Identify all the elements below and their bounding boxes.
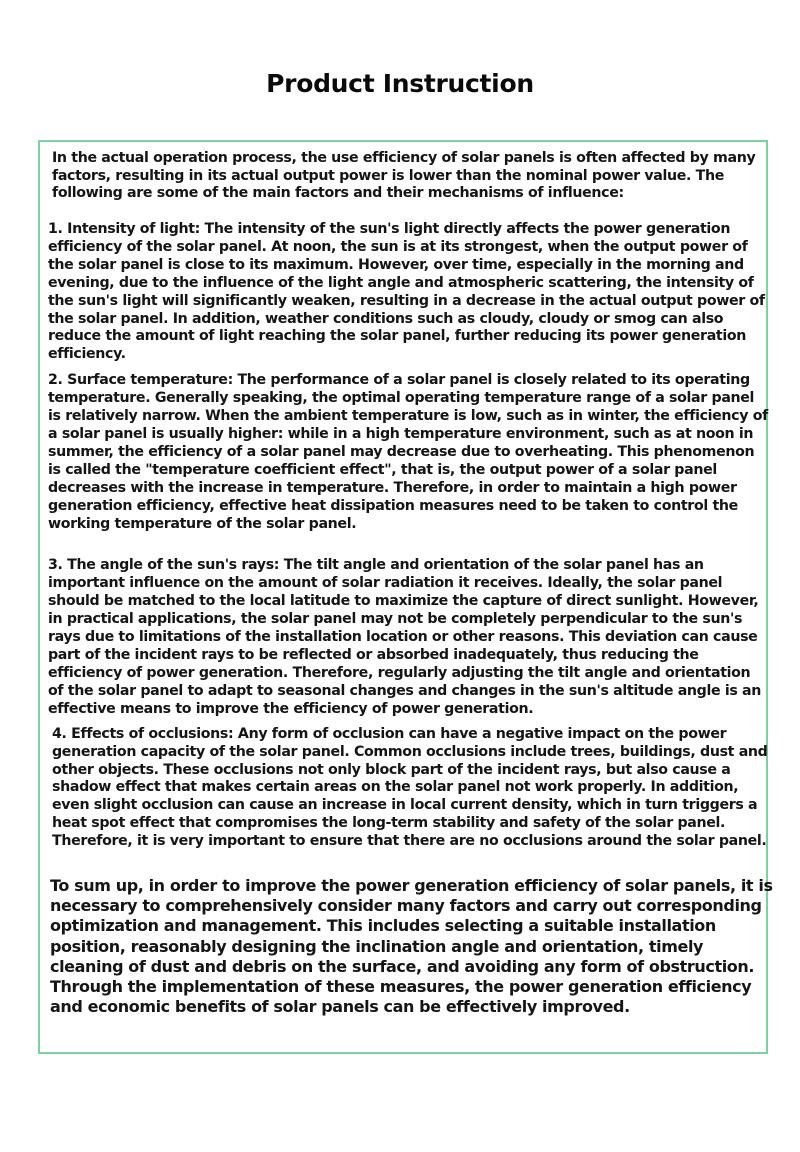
factor-light-intensity: 1. Intensity of light: The intensity of the sun's light directly affects the power generation efficiency of the solar panel. At noon, the sun is at its strongest, when the output power of the solar panel is close to its maximum. However, over time, especially in the morning and evening, due to the influence of the light angle and atmospheric scattering, the intensity of the sun's light will significantly weaken, resulting in a decrease in the actual output power of the solar panel. In addition, weather conditions such as cloudy, cloudy or smog can also reduce the amount of light reaching the solar panel, further reducing its power generation efficiency. [48,221,765,363]
intro-paragraph: In the actual operation process, the use efficiency of solar panels is often affected by many factors, resulting in its actual output power is lower than the nominal power value. The following are some of the main factors and their mechanisms of influence: [52,150,756,201]
factor-surface-temperature: 2. Surface temperature: The performance of a solar panel is closely related to its operating temperature. Generally speaking, the optimal operating temperature range of a solar panel is relatively narrow. When the ambient temperature is low, such as in winter, the efficiency of a solar panel is usually higher: while in a high temperature environment, such as at noon in summer, the efficiency of a solar panel may decrease due to overheating. This phenomenon is called the "temperature coefficient effect", that is, the output power of a solar panel decreases with the increase in temperature. Therefore, in order to maintain a high power generation efficiency, effective heat dissipation measures need to be taken to control the working temperature of the solar panel. [48,372,768,532]
factor-sun-angle: 3. The angle of the sun's rays: The tilt angle and orientation of the solar panel has an important influence on the amount of solar radiation it receives. Ideally, the solar panel should be matched to the local latitude to maximize the capture of direct sunlight. However, in practical applications, the solar panel may not be completely perpendicular to the sun's rays due to limitations of the installation location or other reasons. This deviation can cause part of the incident rays to be reflected or absorbed inadequately, thus reducing the efficiency of power generation. Therefore, regularly adjusting the tilt angle and orientation of the solar panel to adapt to seasonal changes and changes in the sun's altitude angle is an effective means to improve the efficiency of power generation. [48,557,762,717]
summary-paragraph: To sum up, in order to improve the power generation efficiency of solar panels, it is necessary to comprehensively consider many factors and carry out corresponding optimization and management. This includes selecting a suitable installation position, reasonably designing the inclination angle and orientation, timely cleaning of dust and debris on the surface, and avoiding any form of obstruction. Through the implementation of these measures, the power generation efficiency and economic benefits of solar panels can be effectively improved. [50,876,773,1017]
page-title: Product Instruction [266,68,534,98]
factor-occlusions: 4. Effects of occlusions: Any form of occlusion can have a negative impact on the power generation capacity of the solar panel. Common occlusions include trees, buildings, dust and other objects. These occlusions not only block part of the incident rays, but also cause a shadow effect that makes certain areas on the solar panel not work properly. In addition, even slight occlusion can cause an increase in local current density, which in turn triggers a heat spot effect that compromises the long-term stability and safety of the solar panel. Therefore, it is very important to ensure that there are no occlusions around the solar panel. [52,726,768,849]
